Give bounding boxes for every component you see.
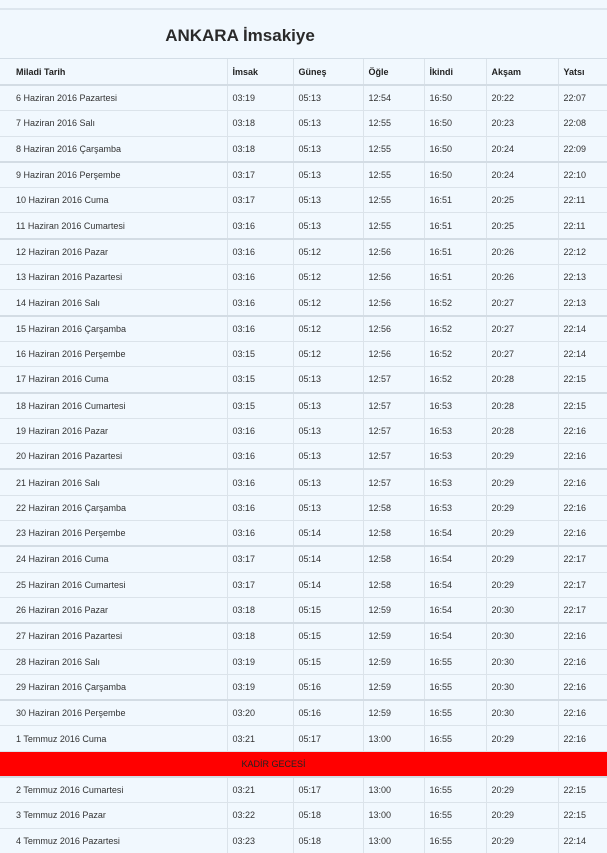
cell-imsak: 03:16 <box>227 418 293 443</box>
table-row <box>0 649 607 674</box>
cell-gunes: 05:14 <box>293 521 363 547</box>
cell-yatsi: 22:14 <box>558 316 607 342</box>
cell-aksam: 20:24 <box>486 162 558 188</box>
cell-ikindi: 16:55 <box>424 700 486 726</box>
cell-yatsi: 22:11 <box>558 188 607 213</box>
cell-yatsi: 22:15 <box>558 367 607 393</box>
cell-aksam: 20:29 <box>486 572 558 597</box>
cell-date: 13 Haziran 2016 Pazartesi <box>0 265 227 290</box>
cell-aksam: 20:25 <box>486 213 558 239</box>
cell-date: 9 Haziran 2016 Perşembe <box>0 162 227 188</box>
cell-ogle: 12:58 <box>363 572 424 597</box>
cell-aksam: 20:29 <box>486 495 558 520</box>
cell-imsak: 03:16 <box>227 239 293 265</box>
cell-ogle: 12:58 <box>363 495 424 520</box>
cell-ikindi: 16:50 <box>424 85 486 111</box>
table-row <box>0 521 607 547</box>
cell-gunes: 05:15 <box>293 649 363 674</box>
cell-imsak: 03:16 <box>227 213 293 239</box>
header-yatsi: Yatsı <box>558 59 607 86</box>
prayer-times-table <box>0 58 607 853</box>
cell-imsak: 03:16 <box>227 290 293 316</box>
cell-aksam: 20:29 <box>486 726 558 751</box>
table-row <box>0 162 607 188</box>
cell-ogle: 12:56 <box>363 341 424 366</box>
cell-yatsi: 22:16 <box>558 521 607 547</box>
table-row <box>0 572 607 597</box>
cell-gunes: 05:14 <box>293 546 363 572</box>
table-row <box>0 85 607 111</box>
cell-yatsi: 22:17 <box>558 572 607 597</box>
cell-imsak: 03:22 <box>227 803 293 828</box>
cell-date: 28 Haziran 2016 Salı <box>0 649 227 674</box>
cell-ogle: 12:56 <box>363 265 424 290</box>
cell-imsak: 03:18 <box>227 136 293 162</box>
table-row <box>0 495 607 520</box>
cell-gunes: 05:14 <box>293 572 363 597</box>
table-row <box>0 469 607 495</box>
cell-date: 6 Haziran 2016 Pazartesi <box>0 85 227 111</box>
cell-yatsi: 22:16 <box>558 418 607 443</box>
header-ogle: Öğle <box>363 59 424 86</box>
cell-ikindi: 16:54 <box>424 597 486 623</box>
cell-imsak: 03:23 <box>227 828 293 853</box>
cell-date: 2 Temmuz 2016 Cumartesi <box>0 777 227 803</box>
cell-gunes: 05:18 <box>293 828 363 853</box>
cell-ogle: 12:57 <box>363 444 424 470</box>
table-row <box>0 444 607 470</box>
cell-yatsi: 22:14 <box>558 341 607 366</box>
cell-date: 14 Haziran 2016 Salı <box>0 290 227 316</box>
cell-yatsi: 22:17 <box>558 597 607 623</box>
table-row <box>0 674 607 700</box>
cell-date: 27 Haziran 2016 Pazartesi <box>0 623 227 649</box>
cell-gunes: 05:16 <box>293 674 363 700</box>
cell-ikindi: 16:52 <box>424 341 486 366</box>
top-divider <box>0 8 607 10</box>
cell-date: 29 Haziran 2016 Çarşamba <box>0 674 227 700</box>
cell-ikindi: 16:51 <box>424 213 486 239</box>
cell-yatsi: 22:13 <box>558 290 607 316</box>
cell-ogle: 12:55 <box>363 213 424 239</box>
cell-imsak: 03:15 <box>227 341 293 366</box>
cell-imsak: 03:19 <box>227 674 293 700</box>
cell-imsak: 03:21 <box>227 777 293 803</box>
cell-ikindi: 16:52 <box>424 316 486 342</box>
cell-gunes: 05:18 <box>293 803 363 828</box>
cell-date: 15 Haziran 2016 Çarşamba <box>0 316 227 342</box>
cell-yatsi: 22:16 <box>558 623 607 649</box>
cell-imsak: 03:16 <box>227 265 293 290</box>
cell-ikindi: 16:55 <box>424 649 486 674</box>
cell-ikindi: 16:51 <box>424 188 486 213</box>
cell-ikindi: 16:51 <box>424 239 486 265</box>
cell-ikindi: 16:53 <box>424 469 486 495</box>
cell-ogle: 12:55 <box>363 136 424 162</box>
table-row <box>0 700 607 726</box>
cell-ikindi: 16:53 <box>424 418 486 443</box>
cell-gunes: 05:13 <box>293 367 363 393</box>
cell-date: 21 Haziran 2016 Salı <box>0 469 227 495</box>
cell-ikindi: 16:50 <box>424 162 486 188</box>
cell-imsak: 03:18 <box>227 597 293 623</box>
cell-imsak: 03:16 <box>227 469 293 495</box>
header-imsak: İmsak <box>227 59 293 86</box>
table-row <box>0 777 607 803</box>
cell-ogle: 12:59 <box>363 674 424 700</box>
cell-ikindi: 16:53 <box>424 444 486 470</box>
table-row <box>0 393 607 419</box>
cell-ikindi: 16:55 <box>424 803 486 828</box>
cell-date: 22 Haziran 2016 Çarşamba <box>0 495 227 520</box>
cell-aksam: 20:25 <box>486 188 558 213</box>
cell-aksam: 20:30 <box>486 700 558 726</box>
cell-imsak: 03:15 <box>227 393 293 419</box>
cell-ogle: 12:58 <box>363 521 424 547</box>
cell-ikindi: 16:50 <box>424 111 486 136</box>
cell-aksam: 20:26 <box>486 265 558 290</box>
cell-imsak: 03:16 <box>227 316 293 342</box>
cell-ogle: 12:57 <box>363 367 424 393</box>
cell-gunes: 05:12 <box>293 265 363 290</box>
cell-ogle: 12:59 <box>363 649 424 674</box>
cell-yatsi: 22:16 <box>558 726 607 751</box>
cell-date: 23 Haziran 2016 Perşembe <box>0 521 227 547</box>
special-night-cell <box>0 751 607 777</box>
cell-aksam: 20:30 <box>486 623 558 649</box>
cell-aksam: 20:29 <box>486 803 558 828</box>
cell-aksam: 20:30 <box>486 597 558 623</box>
table-row <box>0 265 607 290</box>
cell-ikindi: 16:52 <box>424 290 486 316</box>
cell-imsak: 03:18 <box>227 623 293 649</box>
cell-gunes: 05:15 <box>293 623 363 649</box>
cell-gunes: 05:13 <box>293 162 363 188</box>
cell-ikindi: 16:55 <box>424 674 486 700</box>
cell-ikindi: 16:50 <box>424 136 486 162</box>
cell-date: 17 Haziran 2016 Cuma <box>0 367 227 393</box>
cell-yatsi: 22:16 <box>558 444 607 470</box>
cell-imsak: 03:19 <box>227 649 293 674</box>
cell-aksam: 20:27 <box>486 290 558 316</box>
cell-ikindi: 16:55 <box>424 828 486 853</box>
cell-ogle: 12:57 <box>363 393 424 419</box>
cell-gunes: 05:13 <box>293 393 363 419</box>
cell-date: 26 Haziran 2016 Pazar <box>0 597 227 623</box>
cell-ogle: 12:58 <box>363 546 424 572</box>
table-row <box>0 188 607 213</box>
cell-gunes: 05:13 <box>293 469 363 495</box>
cell-imsak: 03:16 <box>227 495 293 520</box>
cell-imsak: 03:17 <box>227 572 293 597</box>
cell-imsak: 03:17 <box>227 162 293 188</box>
cell-gunes: 05:16 <box>293 700 363 726</box>
cell-date: 10 Haziran 2016 Cuma <box>0 188 227 213</box>
cell-aksam: 20:22 <box>486 85 558 111</box>
cell-ogle: 12:59 <box>363 700 424 726</box>
header-miladi-tarih: Miladi Tarih <box>0 59 227 86</box>
cell-ogle: 12:59 <box>363 623 424 649</box>
cell-yatsi: 22:16 <box>558 674 607 700</box>
cell-ogle: 12:56 <box>363 316 424 342</box>
cell-aksam: 20:24 <box>486 136 558 162</box>
table-row <box>0 316 607 342</box>
cell-yatsi: 22:10 <box>558 162 607 188</box>
cell-yatsi: 22:15 <box>558 803 607 828</box>
cell-gunes: 05:13 <box>293 213 363 239</box>
cell-ogle: 13:00 <box>363 828 424 853</box>
cell-ikindi: 16:55 <box>424 726 486 751</box>
cell-gunes: 05:13 <box>293 495 363 520</box>
cell-ogle: 12:56 <box>363 239 424 265</box>
cell-aksam: 20:29 <box>486 546 558 572</box>
table-header-row <box>0 59 607 86</box>
cell-gunes: 05:12 <box>293 316 363 342</box>
cell-gunes: 05:13 <box>293 418 363 443</box>
cell-date: 25 Haziran 2016 Cumartesi <box>0 572 227 597</box>
cell-gunes: 05:13 <box>293 111 363 136</box>
cell-aksam: 20:29 <box>486 777 558 803</box>
cell-aksam: 20:27 <box>486 316 558 342</box>
special-night-label: KADİR GECESİ <box>241 758 306 769</box>
cell-date: 1 Temmuz 2016 Cuma <box>0 726 227 751</box>
cell-date: 3 Temmuz 2016 Pazar <box>0 803 227 828</box>
cell-gunes: 05:15 <box>293 597 363 623</box>
table-row <box>0 418 607 443</box>
table-row <box>0 341 607 366</box>
cell-yatsi: 22:09 <box>558 136 607 162</box>
cell-date: 16 Haziran 2016 Perşembe <box>0 341 227 366</box>
cell-aksam: 20:29 <box>486 469 558 495</box>
cell-date: 11 Haziran 2016 Cumartesi <box>0 213 227 239</box>
header-aksam: Akşam <box>486 59 558 86</box>
table-row <box>0 136 607 162</box>
cell-ogle: 12:54 <box>363 85 424 111</box>
cell-yatsi: 22:17 <box>558 546 607 572</box>
cell-date: 7 Haziran 2016 Salı <box>0 111 227 136</box>
cell-imsak: 03:20 <box>227 700 293 726</box>
table-row <box>0 828 607 853</box>
cell-imsak: 03:16 <box>227 444 293 470</box>
cell-aksam: 20:27 <box>486 341 558 366</box>
table-row <box>0 803 607 828</box>
cell-imsak: 03:21 <box>227 726 293 751</box>
cell-imsak: 03:18 <box>227 111 293 136</box>
cell-ikindi: 16:55 <box>424 777 486 803</box>
table-body <box>0 85 607 853</box>
cell-aksam: 20:30 <box>486 649 558 674</box>
cell-yatsi: 22:13 <box>558 265 607 290</box>
cell-date: 19 Haziran 2016 Pazar <box>0 418 227 443</box>
cell-aksam: 20:29 <box>486 828 558 853</box>
cell-aksam: 20:28 <box>486 367 558 393</box>
cell-yatsi: 22:16 <box>558 495 607 520</box>
cell-yatsi: 22:16 <box>558 700 607 726</box>
cell-gunes: 05:13 <box>293 85 363 111</box>
table-row <box>0 623 607 649</box>
table-row <box>0 213 607 239</box>
cell-gunes: 05:13 <box>293 444 363 470</box>
cell-ikindi: 16:53 <box>424 495 486 520</box>
header-ikindi: İkindi <box>424 59 486 86</box>
cell-gunes: 05:12 <box>293 341 363 366</box>
special-night-row <box>0 751 607 777</box>
cell-ogle: 12:55 <box>363 111 424 136</box>
cell-gunes: 05:13 <box>293 188 363 213</box>
cell-ikindi: 16:53 <box>424 393 486 419</box>
cell-imsak: 03:17 <box>227 546 293 572</box>
cell-date: 8 Haziran 2016 Çarşamba <box>0 136 227 162</box>
cell-yatsi: 22:16 <box>558 469 607 495</box>
table-row <box>0 111 607 136</box>
cell-imsak: 03:17 <box>227 188 293 213</box>
cell-yatsi: 22:08 <box>558 111 607 136</box>
cell-ogle: 12:55 <box>363 162 424 188</box>
cell-aksam: 20:23 <box>486 111 558 136</box>
cell-yatsi: 22:07 <box>558 85 607 111</box>
cell-date: 30 Haziran 2016 Perşembe <box>0 700 227 726</box>
cell-gunes: 05:12 <box>293 239 363 265</box>
cell-yatsi: 22:14 <box>558 828 607 853</box>
cell-gunes: 05:17 <box>293 777 363 803</box>
table-row <box>0 367 607 393</box>
cell-ogle: 13:00 <box>363 726 424 751</box>
cell-date: 20 Haziran 2016 Pazartesi <box>0 444 227 470</box>
cell-date: 24 Haziran 2016 Cuma <box>0 546 227 572</box>
cell-aksam: 20:28 <box>486 393 558 419</box>
cell-date: 12 Haziran 2016 Pazar <box>0 239 227 265</box>
cell-aksam: 20:28 <box>486 418 558 443</box>
cell-ikindi: 16:51 <box>424 265 486 290</box>
cell-imsak: 03:16 <box>227 521 293 547</box>
cell-ogle: 13:00 <box>363 803 424 828</box>
cell-yatsi: 22:16 <box>558 649 607 674</box>
page-title: ANKARA İmsakiye <box>165 26 315 45</box>
table-row <box>0 726 607 751</box>
table-row <box>0 239 607 265</box>
table-row <box>0 597 607 623</box>
header-gunes: Güneş <box>293 59 363 86</box>
cell-ogle: 12:57 <box>363 469 424 495</box>
cell-ogle: 12:56 <box>363 290 424 316</box>
cell-ogle: 12:57 <box>363 418 424 443</box>
cell-aksam: 20:26 <box>486 239 558 265</box>
cell-ikindi: 16:54 <box>424 546 486 572</box>
cell-ogle: 12:55 <box>363 188 424 213</box>
cell-yatsi: 22:12 <box>558 239 607 265</box>
cell-yatsi: 22:15 <box>558 777 607 803</box>
table-row <box>0 546 607 572</box>
cell-ogle: 13:00 <box>363 777 424 803</box>
cell-date: 18 Haziran 2016 Cumartesi <box>0 393 227 419</box>
cell-ikindi: 16:52 <box>424 367 486 393</box>
cell-gunes: 05:17 <box>293 726 363 751</box>
table-row <box>0 290 607 316</box>
cell-aksam: 20:29 <box>486 521 558 547</box>
cell-imsak: 03:15 <box>227 367 293 393</box>
cell-ikindi: 16:54 <box>424 572 486 597</box>
cell-ogle: 12:59 <box>363 597 424 623</box>
cell-date: 4 Temmuz 2016 Pazartesi <box>0 828 227 853</box>
cell-ikindi: 16:54 <box>424 521 486 547</box>
cell-aksam: 20:30 <box>486 674 558 700</box>
cell-gunes: 05:13 <box>293 136 363 162</box>
cell-yatsi: 22:15 <box>558 393 607 419</box>
cell-imsak: 03:19 <box>227 85 293 111</box>
cell-aksam: 20:29 <box>486 444 558 470</box>
cell-gunes: 05:12 <box>293 290 363 316</box>
cell-ikindi: 16:54 <box>424 623 486 649</box>
cell-yatsi: 22:11 <box>558 213 607 239</box>
